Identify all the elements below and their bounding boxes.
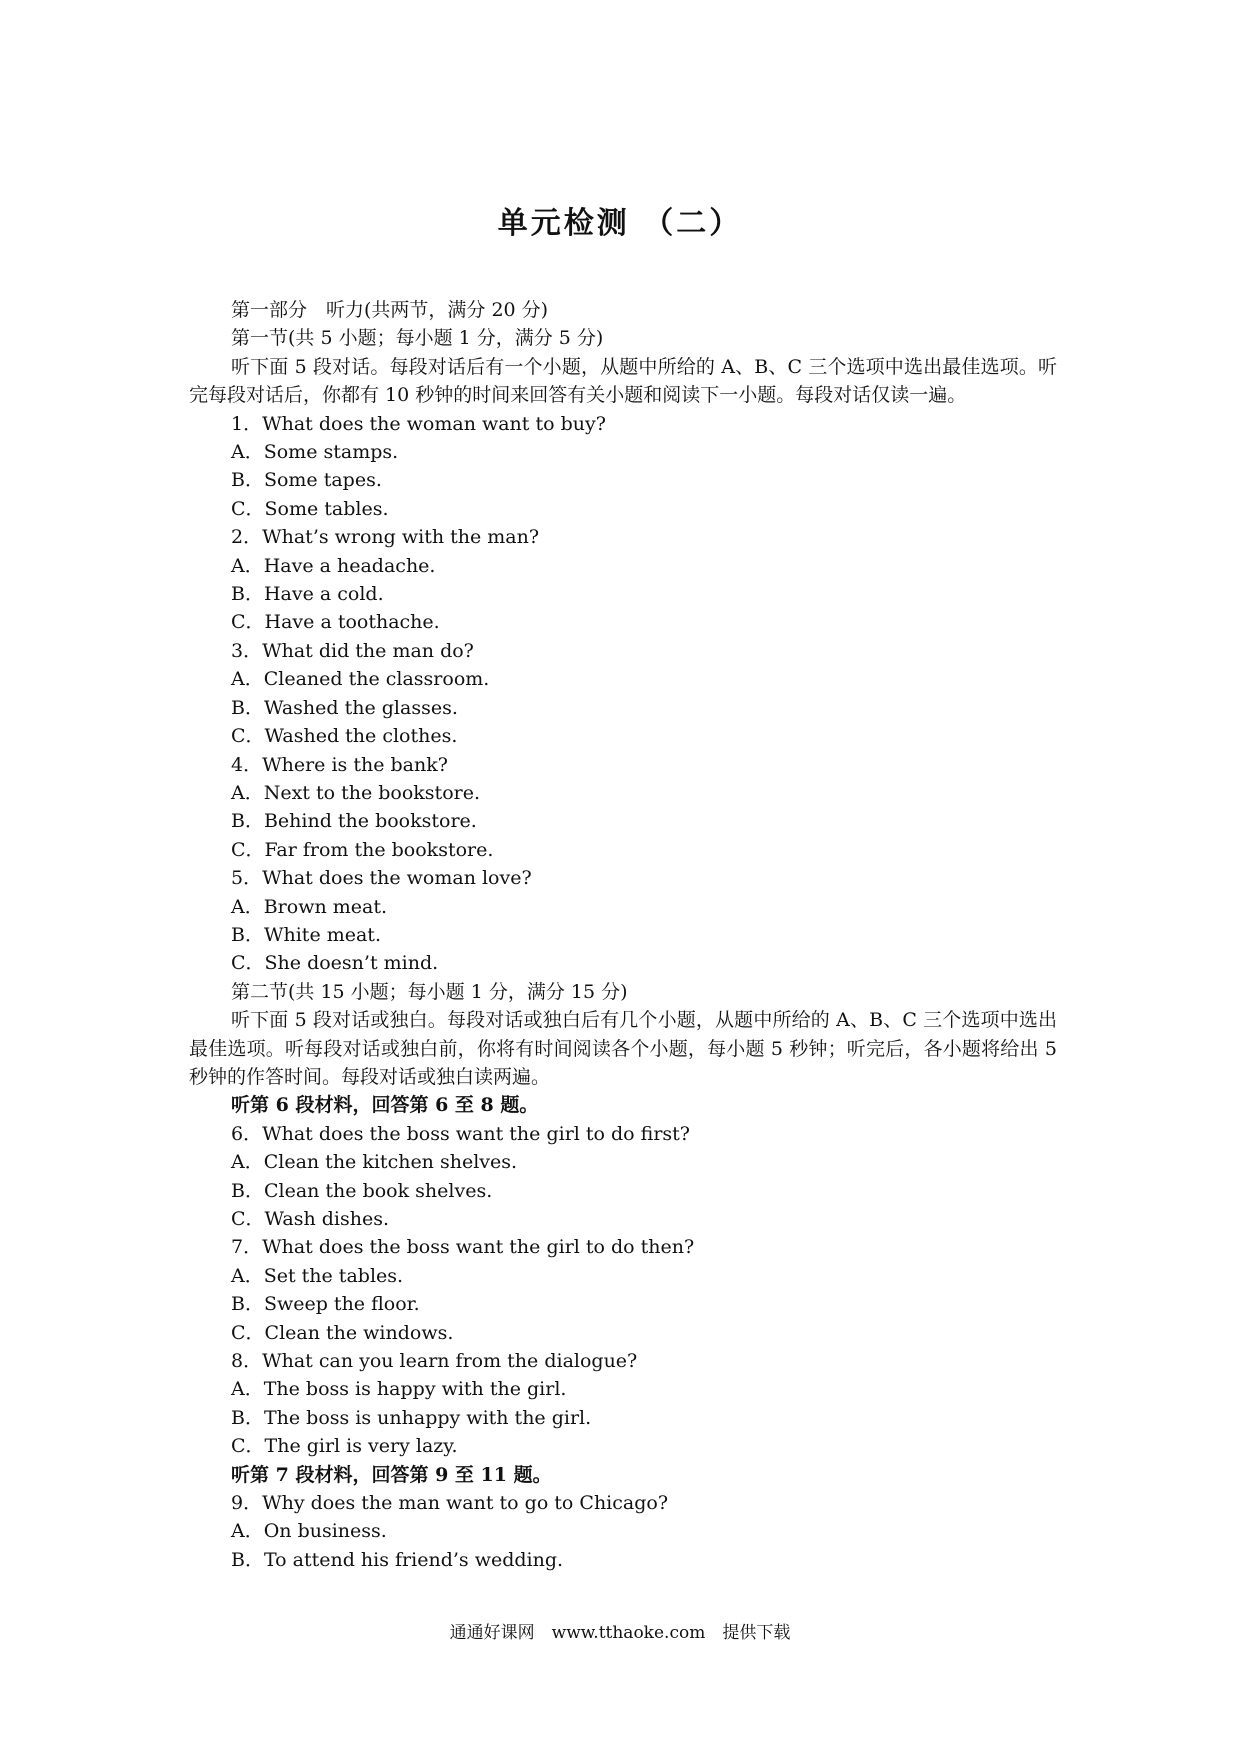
answer-option: C．Far from the bookstore. — [231, 838, 494, 861]
answer-option: B．Behind the bookstore. — [231, 810, 477, 833]
answer-option: B．Have a cold. — [231, 583, 384, 606]
answer-option: B．The boss is unhappy with the girl. — [231, 1406, 592, 1429]
part-heading: 第一部分 听力(共两节，满分 20 分) — [231, 299, 549, 321]
answer-option: C．Washed the clothes. — [231, 725, 458, 748]
section-instructions: 听下面 5 段对话或独白。每段对话或独白后有几个小题，从题中所给的 A、B、C 三个选项中选出最佳选项。听每段对话或独白前，你将有时间阅读各个小题，每小题 5 秒钟；听完后，各小题将给出 5 秒钟的作答时间。每段对话或独白读两遍。 — [189, 1009, 1057, 1088]
answer-option: C．She doesn’t mind. — [231, 952, 439, 975]
question-text: 1．What does the woman want to buy? — [231, 412, 606, 435]
question-text: 5．What does the woman love? — [231, 867, 532, 890]
question-text: 8．What can you learn from the dialogue? — [231, 1350, 638, 1373]
answer-option: C．Have a toothache. — [231, 611, 440, 634]
material-heading: 听第 6 段材料，回答第 6 至 8 题。 — [231, 1094, 539, 1117]
page-footer: 通通好课网 www.tthaoke.com 提供下载 — [449, 1623, 791, 1643]
answer-option: C．Some tables. — [231, 497, 389, 520]
answer-option: A．The boss is happy with the girl. — [231, 1378, 567, 1401]
section-heading: 第二节(共 15 小题；每小题 1 分，满分 15 分) — [231, 980, 628, 1003]
answer-option: B．Some tapes. — [231, 469, 382, 492]
answer-option: A．Some stamps. — [231, 441, 399, 464]
answer-option: A．Cleaned the classroom. — [231, 668, 490, 691]
answer-option: B．Washed the glasses. — [231, 696, 458, 719]
material-heading: 听第 7 段材料，回答第 9 至 11 题。 — [231, 1463, 552, 1486]
answer-option: C．Clean the windows. — [231, 1321, 454, 1344]
answer-option: A．On business. — [231, 1520, 387, 1543]
question-text: 7．What does the boss want the girl to do then? — [231, 1236, 695, 1259]
answer-option: B．Clean the book shelves. — [231, 1179, 493, 1202]
question-text: 6．What does the boss want the girl to do first? — [231, 1122, 690, 1145]
answer-option: B．Sweep the floor. — [231, 1293, 420, 1316]
answer-option: A．Next to the bookstore. — [231, 781, 480, 804]
section-heading: 第一节(共 5 小题；每小题 1 分，满分 5 分) — [231, 327, 604, 350]
answer-option: C．The girl is very lazy. — [231, 1435, 458, 1458]
answer-option: C．Wash dishes. — [231, 1208, 390, 1230]
question-text: 4．Where is the bank? — [231, 753, 448, 776]
question-text: 2．What’s wrong with the man? — [231, 526, 540, 549]
section-instructions: 听下面 5 段对话。每段对话后有一个小题，从题中所给的 A、B、C 三个选项中选出最佳选项。听完每段对话后，你都有 10 秒钟的时间来回答有关小题和阅读下一小题。每段对话仅读一遍。 — [189, 355, 1057, 407]
answer-option: A．Set the tables. — [231, 1264, 404, 1287]
exam-body — [189, 296, 1057, 1574]
answer-option: A．Clean the kitchen shelves. — [231, 1151, 518, 1174]
answer-option: B．White meat. — [231, 923, 381, 946]
answer-option: A．Have a headache. — [231, 554, 436, 577]
answer-option: A．Brown meat. — [231, 895, 388, 918]
page-title: 单元检测 （二） — [497, 206, 743, 241]
question-text: 3．What did the man do? — [231, 639, 474, 662]
answer-option: B．To attend his friend’s wedding. — [231, 1548, 564, 1571]
question-text: 9．Why does the man want to go to Chicago? — [231, 1492, 669, 1515]
